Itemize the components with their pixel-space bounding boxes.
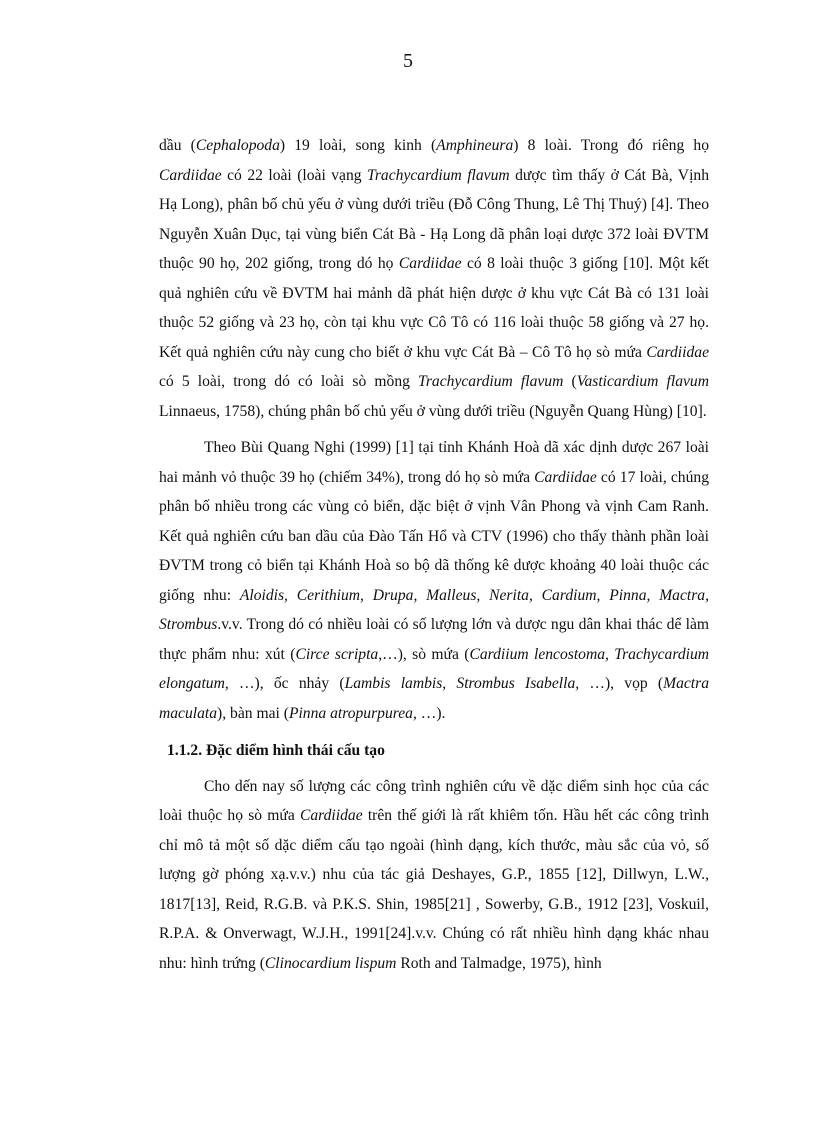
text-run: ) 19 loài, song kinh ( — [279, 137, 437, 154]
italic-term: Cardiium lencostoma, Trachycardium elongatum, — [159, 645, 710, 692]
text-run: dược tìm thấy ở Cát Bà, Vịnh Hạ Long), phân bố chủ yếu ở vùng dưới triều (Đỗ Công Thung, Lê Thị Thuý) [4]. Theo Nguyễn Xuân Dục, tại vùng biển Cát Bà - Hạ Long dã phân loại dược 372 loài ĐVTM thuộc 90 họ, 202 giống, trong dó họ — [159, 166, 709, 272]
italic-term: Cardiidae — [299, 807, 363, 824]
text-run: có 22 loài (loài vạng — [221, 166, 368, 184]
italic-term: Lambis lambis, Strombus Isabella, — [344, 675, 580, 692]
text-run: có 17 loài, chúng phân bố nhiều trong các vùng cỏ biển, dặc biệt ở vịnh Vân Phong và vịnh Cam Ranh. Kết quả nghiên cứu ban dầu của Đào Tấn Hổ và CTV (1996) cho thấy thành phần loài ĐVTM trong cỏ biển tại Khánh Hoà so bộ dã thống kê dược khoảng 40 loài thuộc các giống nhu: — [159, 468, 709, 604]
text-run: dầu ( — [159, 137, 196, 154]
italic-term: Vasticardium flavum — [576, 373, 709, 390]
page-number: 5 — [403, 50, 413, 72]
text-run: ) 8 loài. Trong đó riêng họ — [513, 137, 710, 154]
text-run: Theo Bùi Quang Nghi (1999) [1] tại tỉnh Khánh Hoà dã xác dịnh dược 267 loài hai mảnh vỏ thuộc 39 họ (chiếm 34%), trong dó họ sò mứa — [159, 439, 709, 486]
italic-term: Cardiidae — [534, 468, 597, 486]
italic-term: Cardiidae — [646, 343, 709, 361]
section-heading: 1.1.2. Đặc diểm hình thái cấu tạo — [167, 742, 385, 759]
text-run: …), ốc nhảy ( — [228, 675, 345, 692]
text-run: …), vọp ( — [579, 675, 664, 692]
italic-term: Clinocardium lispum — [264, 954, 397, 972]
italic-term: Aloidis, Cerithium, Drupa, Malleus, Nerita, Cardium, Pinna, Mactra, Strombus — [159, 586, 709, 633]
text-run: có 8 loài thuộc 3 giống [10]. Một kết quả nghiên cứu về ĐVTM hai mảnh dã phát hiện dược ở khu vực Cát Bà có 131 loài thuộc 52 giống và 23 họ, còn tại khu vực Cô Tô có 116 loài thuộc 58 giống và 27 họ. Kết quả nghiên cứu này cung cho biết ở khu vực Cát Bà – Cô Tô họ sò mứa — [159, 255, 709, 361]
italic-term: Circe scripta — [295, 645, 379, 663]
italic-term: Pinna atropurpurea, — [288, 704, 417, 722]
paragraph-1 — [159, 131, 709, 426]
italic-term: Trachycardium flavum — [418, 373, 564, 390]
italic-term: Cardiidae — [159, 166, 222, 184]
text-run: …). — [416, 704, 446, 722]
paragraph-2 — [159, 433, 709, 728]
text-run: ), bàn mai ( — [217, 704, 289, 722]
text-run: Cho dến nay số lượng các công trình nghiên cứu về dặc diểm sinh học của các loài thuộc họ sò mứa — [159, 777, 709, 824]
italic-term: Mactra maculata — [159, 675, 709, 722]
text-run: trên thế giới là rất khiêm tốn. Hầu hết các công trình chỉ mô tả một số dặc diểm cấu tạo ngoài (hình dạng, kích thước, màu sắc của vỏ, số lượng gờ phóng xạ.v.v.) nhu của tác giả Deshayes, G.P., 1855 [12], Dillwyn, L.W., 1817[13], Reid, R.G.B. và P.K.S. Shin, 1985[21] , Sowerby, G.B., 1912 [23], Voskuil, R.P.A. & Onverwagt, W.J.H., 1991[24].v.v. Chúng có rất nhiều hình dạng khác nhau nhu: hình trứng ( — [159, 807, 709, 972]
italic-term: Amphineura — [436, 137, 514, 154]
paragraph-3 — [159, 772, 709, 979]
italic-term: Cardiidae — [398, 255, 462, 272]
document-body — [159, 131, 709, 978]
text-run: ( — [563, 373, 577, 390]
italic-term: Trachycardium flavum — [367, 166, 510, 184]
text-run: có 5 loài, trong dó có loài sò mồng — [159, 373, 419, 390]
text-run: Linnaeus, 1758), chúng phân bố chủ yếu ở vùng dưới triều (Nguyễn Quang Hùng) [10]. — [159, 402, 707, 420]
italic-term: Cephalopoda — [195, 137, 280, 154]
text-run: Roth and Talmadge, 1975), hình — [396, 954, 602, 972]
text-run: .v.v. Trong dó có nhiều loài có số lượng lớn và dược ngu dân khai thác dể làm thực phẩm nhu: xút ( — [159, 616, 709, 663]
text-run: ,…), sò mứa ( — [378, 645, 470, 663]
